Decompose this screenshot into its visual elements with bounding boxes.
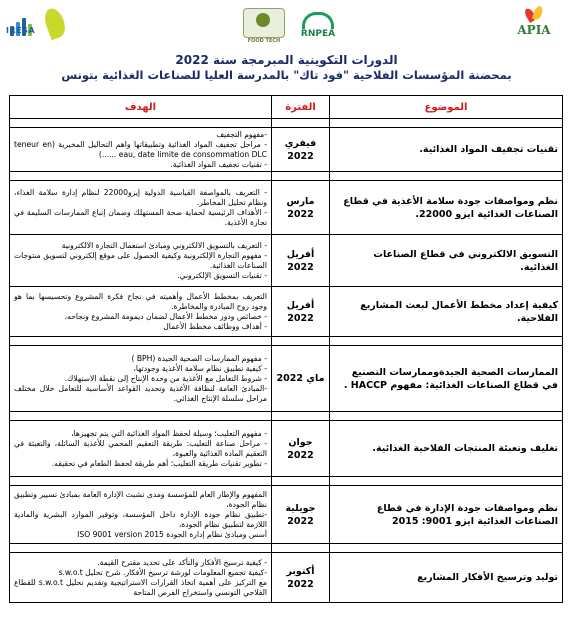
goal-line: -تطبيق نظام جودة الإدارة داخل المؤسسة، وتوفير الموارد البشرية والمادية اللازمة لتطبيق نظام الجودة، — [14, 509, 267, 529]
rnpea-arc-icon — [302, 12, 334, 29]
row-subject: التسويق الالكتروني في قطاع الصناعات الغذائية. — [330, 235, 563, 287]
goal-line: - كيفية ترسيخ الأفكار والتأكد على تحديد مقترح القيمة. — [97, 557, 267, 567]
row-period: أفريل 2022 — [272, 235, 330, 287]
training-program-table — [9, 95, 563, 603]
row-period: ماي 2022 — [272, 346, 330, 412]
row-goal — [10, 486, 272, 544]
goal-line: مع التركيز على أهمية اتخاذ القرارات الاستراتيجية وتقديم تحليل s.w.o.t للقطاع الفلاحي التونسي واستخراج الفرص المتاحة — [14, 577, 267, 597]
row-goal — [10, 421, 272, 477]
goal-line: - تقنيات التسويق الإلكتروني. — [177, 270, 267, 280]
row-period: جوان 2022 — [272, 421, 330, 477]
goal-line: التعريف بمخطط الأعمال وأهميته في نجاح فكرة المشروع وتحسيسها بما هو وجود روح المبادرة والمخاطرة. — [14, 291, 267, 311]
header-subject: الموضوع — [330, 96, 563, 119]
goal-line: - مراحل تجفيف المواد الغذائية وتطبيقاتها واهم التحاليل المخبرية (teneur en eau, date limite de consommation DLC ......) — [14, 139, 268, 159]
food-tech-emblem-icon — [243, 8, 285, 38]
spacer-row — [10, 119, 563, 128]
row-period: أفريل 2022 — [272, 287, 330, 337]
goal-line: -كيفية تجميع المعلومات لورشة ترسيخ الأفكار. شرح تحليل s.w.o.t — [58, 567, 267, 577]
table-header-row — [10, 96, 563, 119]
rnpea-logo — [296, 12, 340, 42]
apia-logo — [506, 6, 562, 46]
row-subject: الممارسات الصحية الجيدةوممارسات التصنيع في قطاع الصناعات الغذائية: مفهوم HACCP . — [330, 346, 563, 412]
row-goal — [10, 287, 272, 337]
row-subject: توليد وترسيخ الأفكار المشاريع — [330, 553, 563, 603]
table-row — [10, 553, 563, 603]
goal-line: - تقنيات تجفيف المواد الغذائية. — [170, 159, 267, 169]
spacer-row — [10, 172, 563, 181]
goal-line: -المبادئ العامة لنظافة الأغذية وتحديد القواعد الأساسية للتعامل خلال مختلف مراحل سلسلة الإنتاج الغذائي. — [14, 383, 267, 403]
goal-line: - الأهداف الرئيسية لحماية صحة المستهلك وضمان إتباع الممارسات السليمة في تجارة الأغذية. — [14, 207, 267, 227]
page-subtitle: بمحضنة المؤسسات الفلاحية "فود تاك" بالمدرسة العليا للصناعات الغذائية بتونس — [61, 68, 512, 82]
goal-line: - مفهوم التجارة الإلكترونية وكيفية الحصول على موقع إلكتروني لتسويق منتوجات الصناعات الغذائية. — [14, 250, 267, 270]
spacer-row — [10, 477, 563, 486]
goal-line: - التعريف بالتسويق الالكتروني ومبادئ استعمال التجارة الالكترونية — [61, 240, 267, 250]
goal-line: المفهوم والإطار العام للمؤسسة ومدى تشبث الإدارة العامة بمبادئ تسيير وتطبيق نظام الجودة، — [14, 489, 267, 509]
goal-line: - شروط التعامل مع الأغذية من وحدة الإنتاج إلى نقطة الاستهلاك. — [64, 373, 267, 383]
apia-logo-text: APIA — [517, 23, 551, 37]
row-goal — [10, 235, 272, 287]
iresa-logo-text: IRESA — [6, 26, 36, 35]
goal-line: - تطوير تقنيات طريقة التعليب؛ أهم طريقة لحفظ الطعام في تحقيقه. — [51, 458, 267, 468]
table-row — [10, 486, 563, 544]
row-goal — [10, 128, 272, 172]
row-goal — [10, 346, 272, 412]
apia-leaves-icon — [524, 6, 544, 24]
row-goal — [10, 553, 272, 603]
goal-line: - مفهوم التعليب؛ وسيلة لحفظ المواد الغذائية التي يتم تجهيزها، — [71, 428, 267, 438]
spacer-row — [10, 544, 563, 553]
goal-line: -مفهوم التجفيف — [216, 129, 267, 139]
food-tech-logo-text: FOOD TECH — [247, 38, 281, 44]
food-tech-logo — [238, 8, 290, 42]
goal-line: - مفهوم الممارسات الصحية الجيدة (BPH ) — [131, 353, 267, 363]
table-row — [10, 287, 563, 337]
row-period: مارس 2022 — [272, 181, 330, 235]
row-period: جويلية 2022 — [272, 486, 330, 544]
goal-line: - كيفية تطبيق نظام سلامة الأغذية وجودتها، — [133, 363, 267, 373]
goal-line: أسس ومبادئ نظام إدارة الجودة ISO 9001 version 2015 — [77, 529, 267, 539]
goal-line: - مراحل صناعة التعليب: طريقة التعقيم المحمي للأغذية السائلة، والتعبئة في التعقيم المادة الغذائية والعبوة، — [14, 438, 267, 458]
spacer-row — [10, 412, 563, 421]
table-row — [10, 346, 563, 412]
goal-line: - التعريف بالمواصفة القياسية الدولية إيزو22000 لنظام إدارة سلامة الغذاء، ونظام تحليل المخاطر. — [14, 187, 267, 207]
goal-line: - خصائص ودور مخطط الأعمال لضمان ديمومة المشروع ونجاحه، — [64, 311, 267, 321]
spacer-row — [10, 337, 563, 346]
row-period: أكتوبر 2022 — [272, 553, 330, 603]
table-row — [10, 421, 563, 477]
row-subject: نظم ومواصفات جودة الإدارة في قطاع الصناعات الغذائية ايزو 9001: 2015 — [330, 486, 563, 544]
table-row — [10, 128, 563, 172]
goal-line: - أهداف ووظائف مخطط الأعمال — [163, 321, 267, 331]
leaf-icon — [41, 6, 68, 40]
header-period: الفترة — [272, 96, 330, 119]
row-period: فيفري 2022 — [272, 128, 330, 172]
row-subject: تقنيات تجفيف المواد الغذائية. — [330, 128, 563, 172]
row-subject: كيفية إعداد مخطط الأعمال لبعث المشاريع الفلاحية. — [330, 287, 563, 337]
row-goal — [10, 181, 272, 235]
row-subject: نظم ومواصفات جودة سلامة الأغذية في قطاع الصناعات الغذائية ايزو 22000. — [330, 181, 563, 235]
header-goal: الهدف — [10, 96, 272, 119]
table-row — [10, 181, 563, 235]
table-row — [10, 235, 563, 287]
row-subject: تغليف وتعبئة المنتجات الفلاحية الغذائية. — [330, 421, 563, 477]
page-title: الدورات التكوينية المبرمجة سنة 2022 — [175, 53, 398, 67]
rnpea-logo-text: RNPEA — [300, 29, 336, 39]
iresa-logo — [6, 6, 66, 44]
